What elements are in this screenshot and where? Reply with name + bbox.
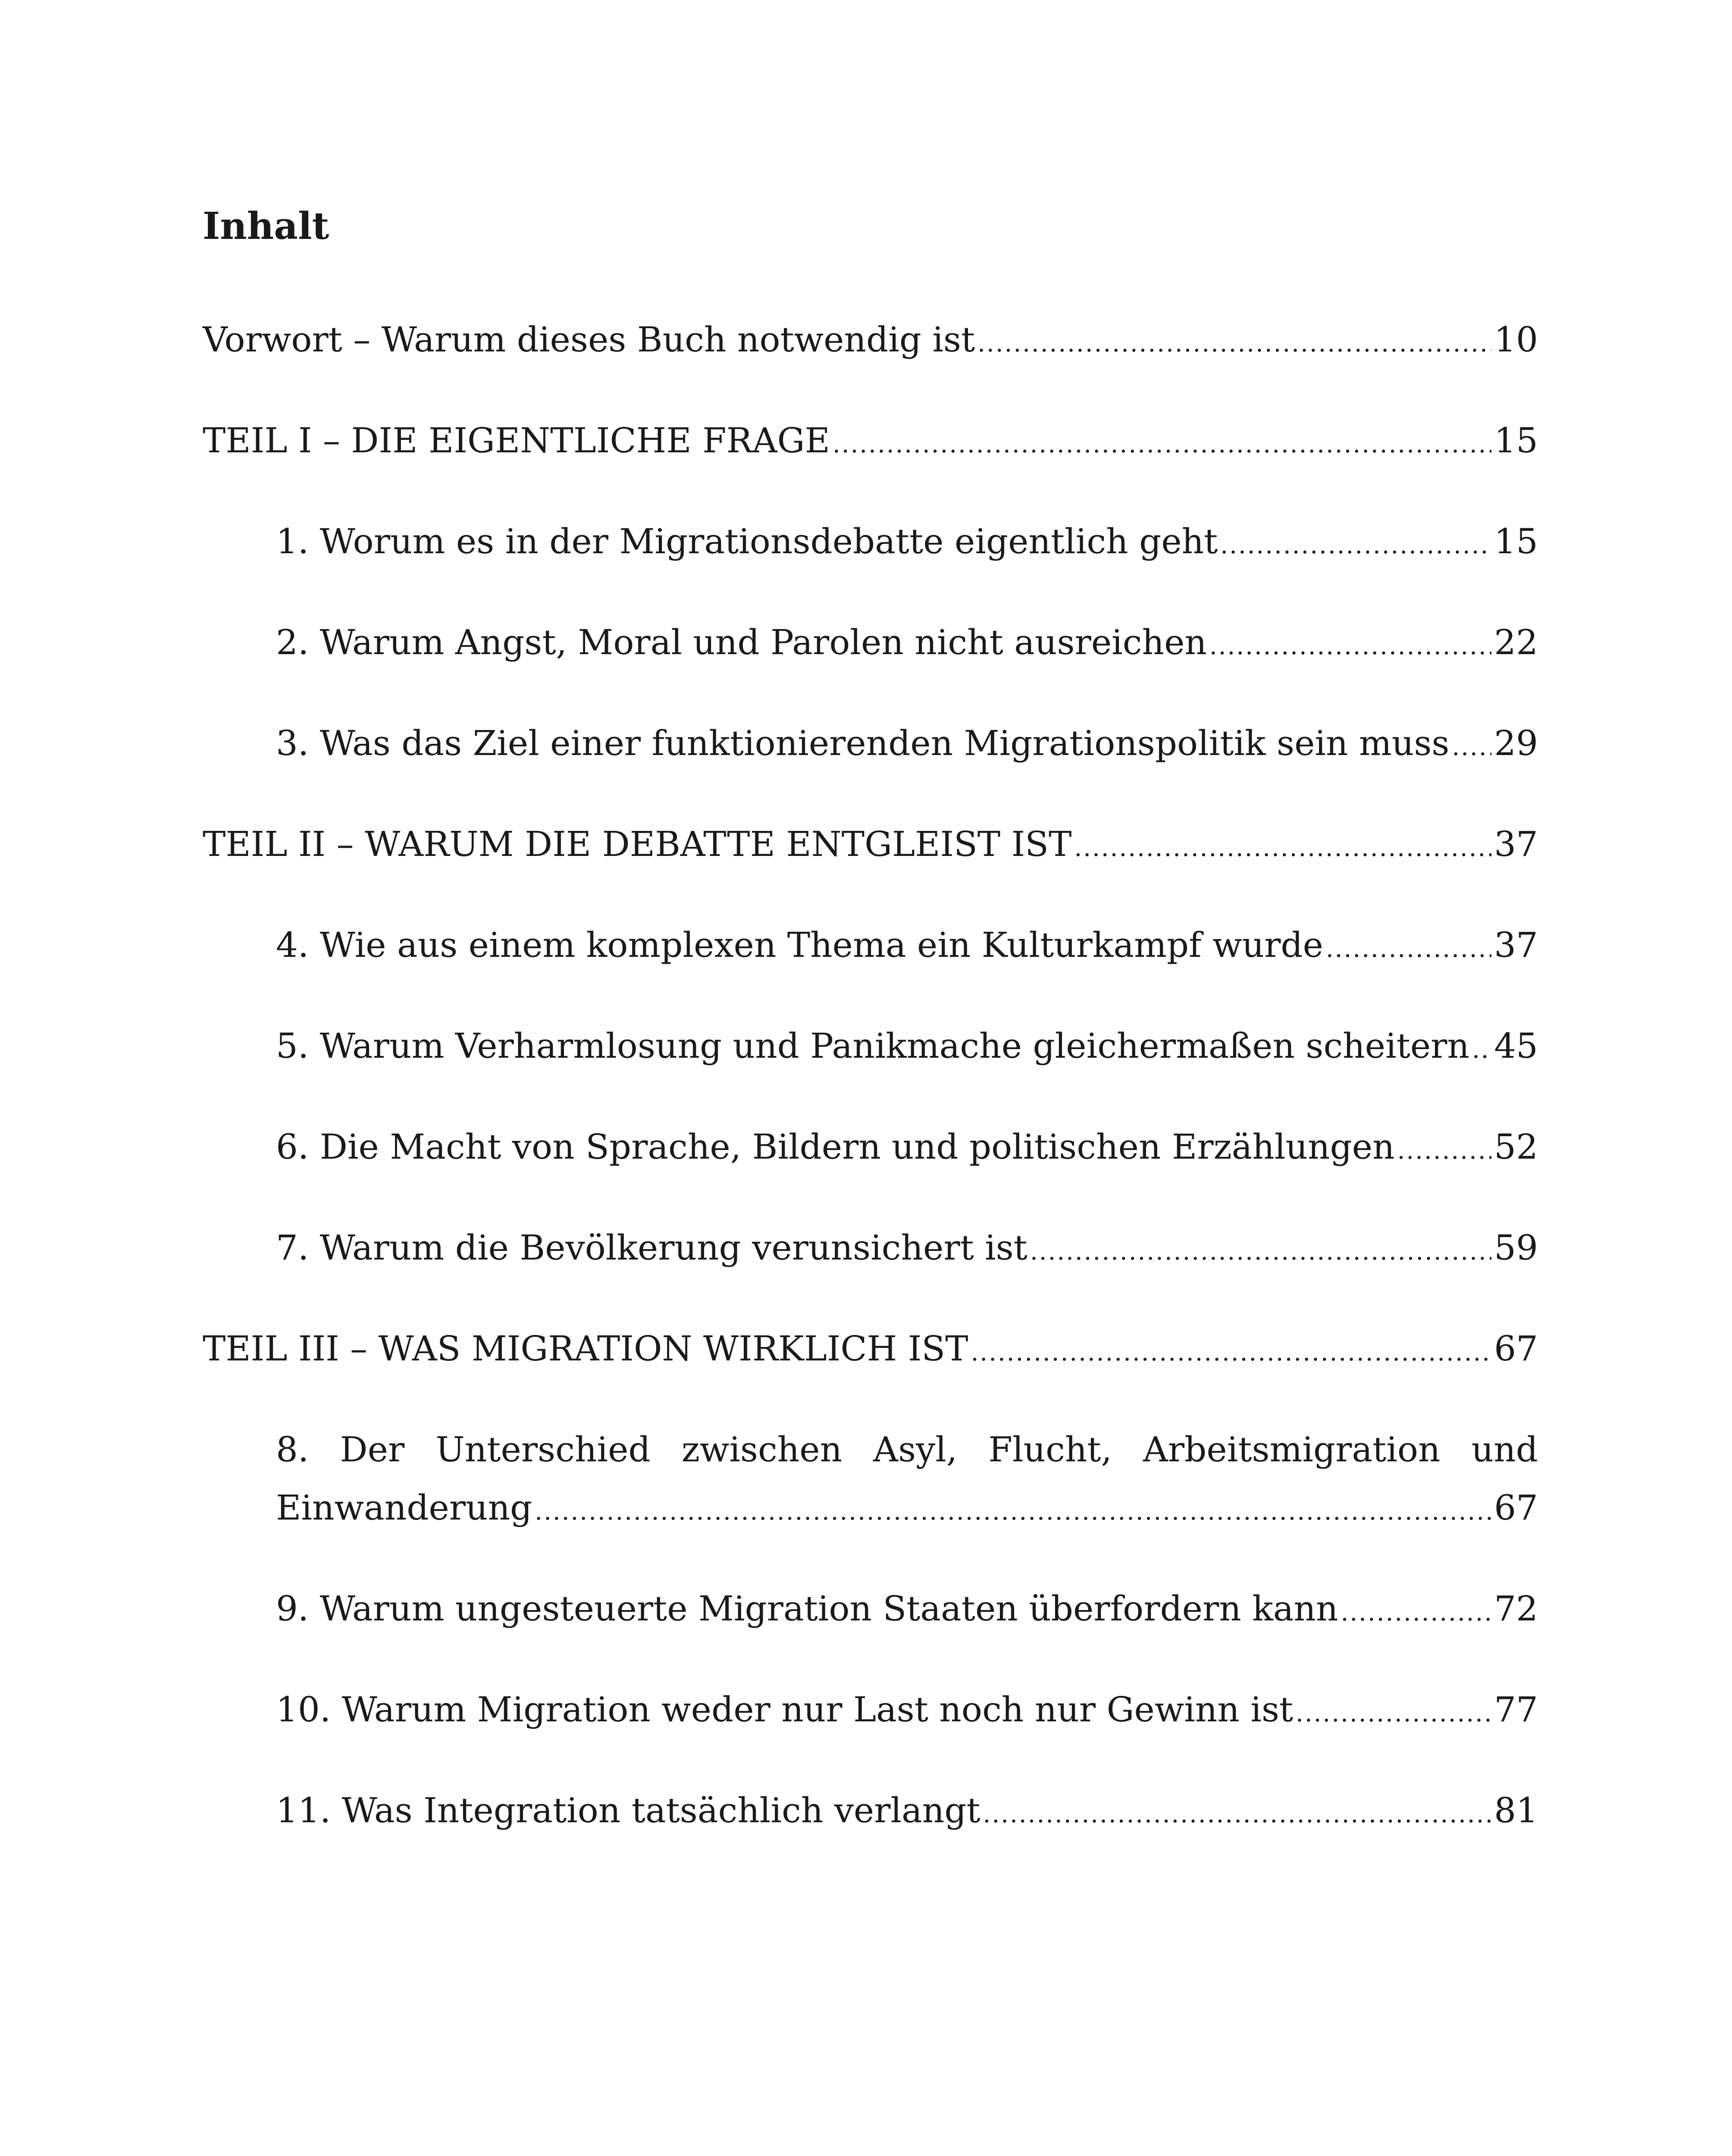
- toc-entry-page: 15: [1494, 521, 1538, 561]
- toc-entry-page: 67: [1494, 1488, 1538, 1528]
- toc-entry-title: TEIL II – WARUM DIE DEBATTE ENTGLEIST IST: [203, 824, 1072, 864]
- toc-entry-title-continued: Einwanderung: [276, 1488, 532, 1528]
- toc-entry-page: 37: [1494, 824, 1538, 864]
- toc-entry-chapter-10[interactable]: [276, 1680, 1538, 1739]
- dot-leader: [1209, 617, 1491, 675]
- dot-leader: [1341, 1583, 1492, 1642]
- dot-leader: [1296, 1684, 1491, 1742]
- toc-entry-part-1[interactable]: [203, 411, 1538, 470]
- dot-leader: [1220, 516, 1491, 574]
- toc-entry-word: Asyl,: [873, 1429, 958, 1470]
- toc-entry-chapter-1[interactable]: [276, 512, 1538, 570]
- toc-entry-page: 59: [1494, 1228, 1538, 1268]
- toc-entry-title: 1. Worum es in der Migrationsdebatte eigentlich geht: [276, 521, 1218, 561]
- toc-entry-word: zwischen: [681, 1429, 843, 1470]
- toc-entry-page: 45: [1494, 1026, 1538, 1066]
- toc-entry-title: 11. Was Integration tatsächlich verlangt: [276, 1790, 980, 1830]
- toc-entry-title-line: [276, 1479, 1538, 1537]
- table-of-contents: [203, 310, 1538, 1882]
- page-title: Inhalt: [203, 204, 329, 248]
- dot-leader: [1326, 920, 1491, 978]
- dot-leader: [1472, 1021, 1491, 1079]
- toc-entry-page: 81: [1494, 1790, 1538, 1830]
- toc-entry-chapter-9[interactable]: [276, 1579, 1538, 1638]
- toc-entry-word: Flucht,: [988, 1429, 1112, 1470]
- toc-entry-foreword[interactable]: [203, 310, 1538, 369]
- dot-leader: [1397, 1122, 1492, 1180]
- toc-entry-page: 72: [1494, 1589, 1538, 1629]
- toc-entry-chapter-4[interactable]: [276, 916, 1538, 974]
- toc-entry-title: 4. Wie aus einem komplexen Thema ein Kulturkampf wurde: [276, 925, 1323, 965]
- toc-entry-word: Der: [340, 1429, 405, 1470]
- toc-entry-part-2[interactable]: [203, 815, 1538, 873]
- dot-leader: [977, 314, 1491, 373]
- dot-leader: [833, 415, 1491, 473]
- toc-entry-part-3[interactable]: [203, 1319, 1538, 1378]
- toc-entry-title: Vorwort – Warum dieses Buch notwendig ist: [203, 320, 975, 360]
- toc-entry-title: 9. Warum ungesteuerte Migration Staaten überfordern kann: [276, 1589, 1338, 1629]
- toc-entry-word: Arbeitsmigration: [1143, 1429, 1441, 1470]
- toc-entry-page: 29: [1494, 723, 1538, 763]
- toc-entry-chapter-2[interactable]: [276, 613, 1538, 671]
- dot-leader: [983, 1785, 1492, 1843]
- toc-entry-title: 6. Die Macht von Sprache, Bildern und politischen Erzählungen: [276, 1127, 1395, 1167]
- toc-entry-word: Unterschied: [435, 1429, 651, 1470]
- toc-entry-title: 10. Warum Migration weder nur Last noch nur Gewinn ist: [276, 1689, 1294, 1730]
- dot-leader: [1074, 819, 1491, 877]
- toc-entry-title: 5. Warum Verharmlosung und Panikmache gleichermaßen scheitern: [276, 1026, 1469, 1066]
- dot-leader: [535, 1482, 1491, 1541]
- toc-entry-chapter-6[interactable]: [276, 1118, 1538, 1176]
- toc-entry-word: und: [1471, 1429, 1538, 1470]
- toc-entry-chapter-8[interactable]: [276, 1420, 1538, 1537]
- toc-entry-word: 8.: [276, 1429, 309, 1470]
- dot-leader: [1452, 718, 1491, 776]
- toc-entry-page: 67: [1494, 1329, 1538, 1369]
- toc-entry-title-line: [276, 1420, 1538, 1479]
- toc-entry-page: 15: [1494, 420, 1538, 461]
- toc-entry-title: TEIL I – DIE EIGENTLICHE FRAGE: [203, 420, 830, 461]
- toc-entry-title: 2. Warum Angst, Moral und Parolen nicht ausreichen: [276, 622, 1207, 662]
- dot-leader: [1030, 1222, 1491, 1281]
- toc-entry-chapter-11[interactable]: [276, 1781, 1538, 1839]
- toc-entry-page: 10: [1494, 320, 1538, 360]
- toc-entry-page: 77: [1494, 1689, 1538, 1730]
- toc-entry-page: 22: [1494, 622, 1538, 662]
- toc-entry-title: 7. Warum die Bevölkerung verunsichert ist: [276, 1228, 1027, 1268]
- toc-entry-page: 37: [1494, 925, 1538, 965]
- toc-entry-chapter-7[interactable]: [276, 1219, 1538, 1277]
- toc-entry-chapter-5[interactable]: [276, 1017, 1538, 1075]
- toc-entry-title: TEIL III – WAS MIGRATION WIRKLICH IST: [203, 1329, 968, 1369]
- toc-entry-page: 52: [1494, 1127, 1538, 1167]
- toc-entry-chapter-3[interactable]: [276, 714, 1538, 772]
- toc-entry-title: 3. Was das Ziel einer funktionierenden Migrationspolitik sein muss: [276, 723, 1450, 763]
- dot-leader: [971, 1323, 1492, 1382]
